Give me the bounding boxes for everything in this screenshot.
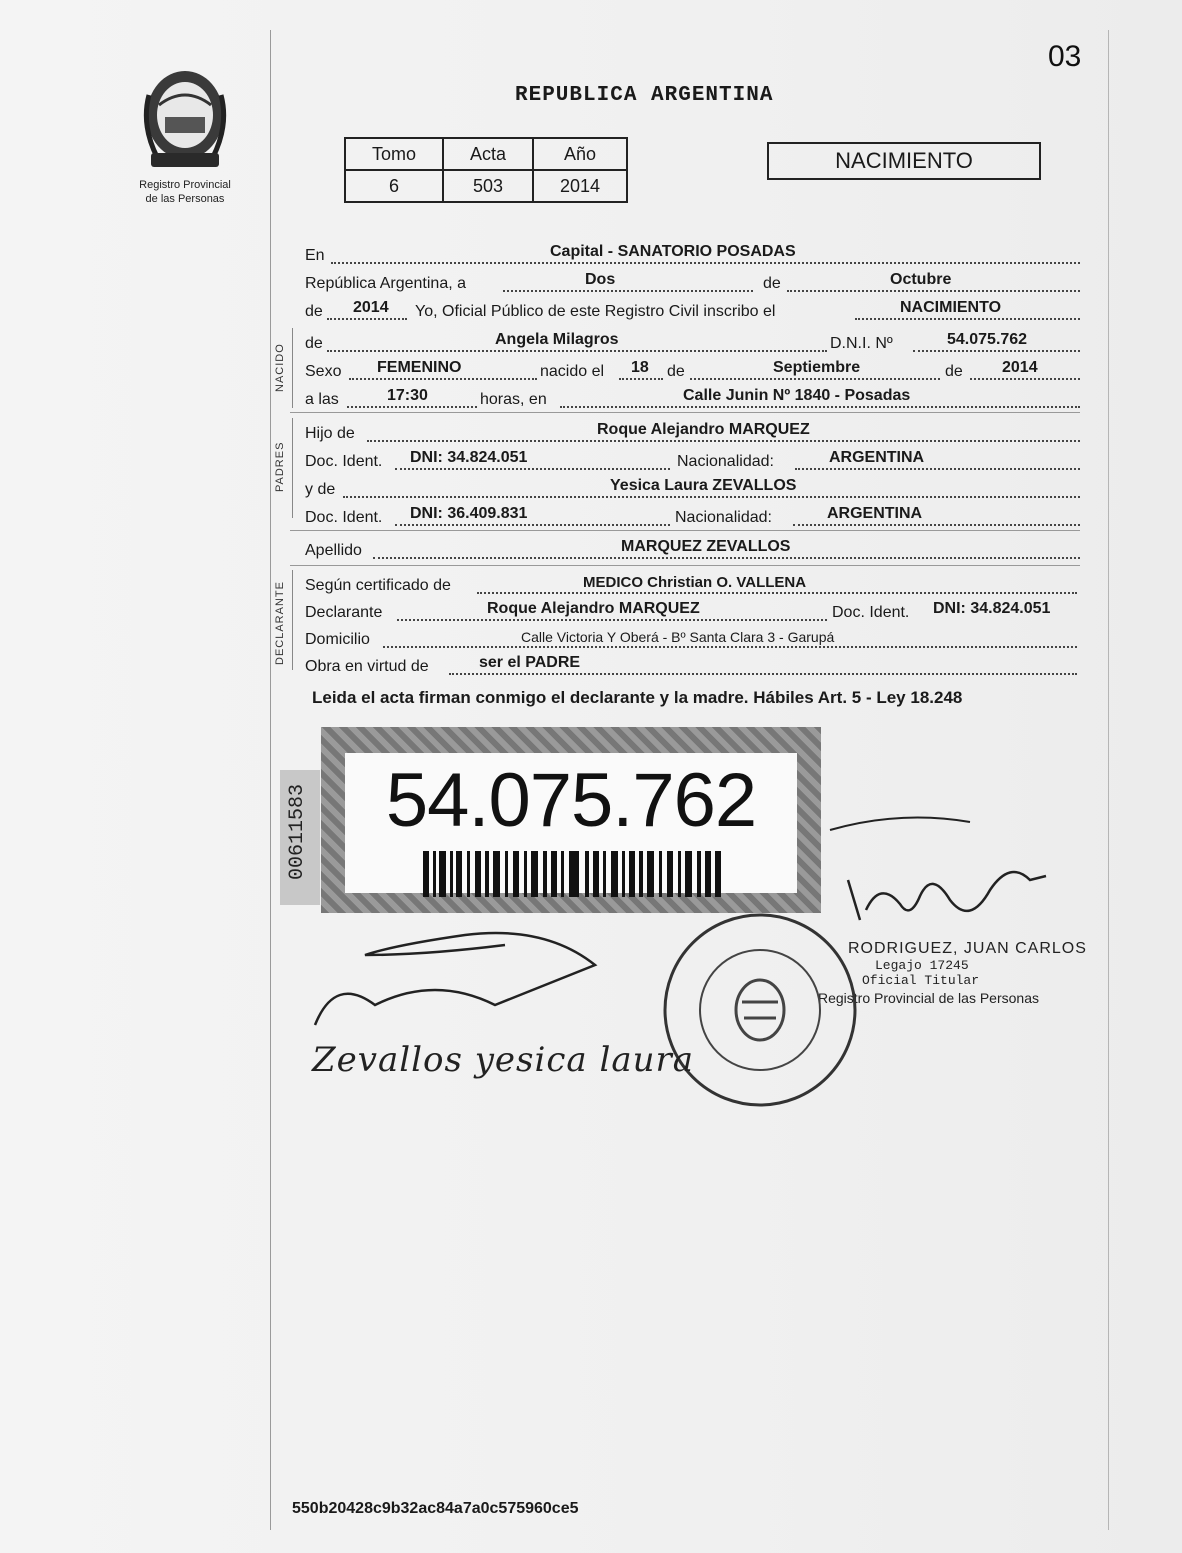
record-table-header-row [345, 138, 627, 170]
label-declarante: Declarante [305, 604, 383, 621]
label-obra: Obra en virtud de [305, 658, 429, 675]
value-tomo: 6 [345, 170, 443, 202]
header-acta: Acta [443, 138, 533, 170]
dotted-line [395, 468, 670, 470]
value-anio-nac: 2014 [1002, 359, 1038, 376]
line-sexo [305, 356, 1080, 384]
dotted-line [560, 406, 1080, 408]
value-obra: ser el PADRE [479, 654, 581, 671]
value-acta: 503 [443, 170, 533, 202]
header-tomo: Tomo [345, 138, 443, 170]
line-declarante [305, 597, 1080, 625]
country-title: REPUBLICA ARGENTINA [515, 84, 774, 107]
dotted-line [349, 378, 537, 380]
line-padre-doc [305, 446, 1080, 474]
dotted-line [913, 350, 1080, 352]
value-lugar-nac: Calle Junin Nº 1840 - Posadas [683, 387, 911, 404]
label-domicilio: Domicilio [305, 631, 370, 648]
section-bracket [292, 570, 293, 670]
line-inscripcion [305, 296, 1080, 324]
province-seal-logo [135, 65, 235, 175]
badge-number: 54.075.762 [385, 758, 757, 843]
legal-footnote: Leida el acta firman conmigo el declarante y la madre. Hábiles Art. 5 - Ley 18.248 [312, 688, 963, 707]
line-lugar [305, 240, 1080, 268]
dotted-line [327, 318, 407, 320]
line-fecha [305, 268, 1080, 296]
value-hora: 17:30 [387, 387, 428, 404]
official-role: Oficial Titular [862, 973, 980, 988]
label-hijo-de: Hijo de [305, 425, 355, 442]
dotted-line [383, 646, 1077, 648]
label-horas-en: horas, en [480, 391, 547, 408]
dotted-line [795, 468, 1080, 470]
dotted-line [619, 378, 663, 380]
record-table-value-row [345, 170, 627, 202]
dotted-line [690, 378, 940, 380]
section-bracket [292, 328, 293, 408]
dotted-line [477, 592, 1077, 594]
dotted-line [793, 524, 1080, 526]
label-doc-ident: Doc. Ident. [305, 509, 383, 526]
dotted-line [367, 440, 1080, 442]
side-label-nacido: NACIDO [274, 343, 286, 392]
value-dia: Dos [585, 271, 616, 288]
section-bracket [292, 418, 293, 518]
value-declarante-dni: DNI: 34.824.051 [933, 600, 1051, 617]
label-doc-ident: Doc. Ident. [305, 453, 383, 470]
value-mes: Octubre [890, 271, 952, 288]
value-madre: Yesica Laura ZEVALLOS [610, 477, 797, 494]
label-nacido-el: nacido el [540, 363, 605, 380]
line-nombre [305, 328, 1080, 356]
section-separator [290, 412, 1080, 413]
label-republica: República Argentina, a [305, 275, 466, 292]
line-madre [305, 474, 1080, 502]
label-en: En [305, 247, 325, 264]
document-hash: 550b20428c9b32ac84a7a0c575960ce5 [292, 1500, 579, 1517]
line-certificado [305, 570, 1080, 598]
value-sexo: FEMENINO [377, 359, 462, 376]
value-apellido: MARQUEZ ZEVALLOS [621, 538, 791, 555]
value-declarante: Roque Alejandro MARQUEZ [487, 600, 700, 617]
value-dni: 54.075.762 [947, 331, 1028, 348]
dotted-line [503, 290, 753, 292]
label-sexo: Sexo [305, 363, 342, 380]
value-madre-nac: ARGENTINA [827, 505, 923, 522]
value-anio: 2014 [533, 170, 627, 202]
dotted-line [970, 378, 1080, 380]
label-doc-ident: Doc. Ident. [832, 604, 910, 621]
official-legajo: Legajo 17245 [875, 958, 969, 973]
badge-label [345, 753, 797, 893]
label-de-name: de [305, 335, 323, 352]
serial-number: 00611583 [286, 783, 309, 880]
barcode-icon [423, 851, 723, 897]
dotted-line [395, 524, 670, 526]
registry-round-stamp [660, 910, 860, 1110]
right-margin-line [1108, 30, 1109, 1530]
value-madre-dni: DNI: 36.409.831 [410, 505, 528, 522]
value-certificado: MEDICO Christian O. VALLENA [583, 574, 807, 591]
official-name: RODRIGUEZ, JUAN CARLOS [848, 940, 1087, 957]
value-padre-dni: DNI: 34.824.051 [410, 449, 528, 466]
value-tipo: NACIMIENTO [900, 299, 1002, 316]
dotted-line [343, 496, 1080, 498]
side-label-declarante: DECLARANTE [274, 581, 286, 665]
line-domicilio [305, 624, 1080, 652]
header-anio: Año [533, 138, 627, 170]
dotted-line [373, 557, 1080, 559]
dotted-line [327, 350, 827, 352]
value-padre-nac: ARGENTINA [829, 449, 925, 466]
dotted-line [449, 673, 1077, 675]
label-nacionalidad: Nacionalidad: [677, 453, 774, 470]
value-domicilio: Calle Victoria Y Oberá - Bº Santa Clara 3 - Garupá [521, 629, 835, 645]
dotted-line [397, 619, 827, 621]
label-de-month: de [667, 363, 685, 380]
label-nacionalidad: Nacionalidad: [675, 509, 772, 526]
label-y-de: y de [305, 481, 336, 498]
dotted-line [331, 262, 1080, 264]
value-lugar: Capital - SANATORIO POSADAS [550, 243, 796, 260]
label-apellido: Apellido [305, 542, 362, 559]
id-number-badge [321, 727, 821, 913]
official-office: Registro Provincial de las Personas [818, 990, 1039, 1006]
dotted-line [855, 318, 1080, 320]
mother-signature: Zevallos yesica laura [312, 1040, 695, 1080]
record-table [344, 137, 628, 203]
declarant-signature [305, 915, 605, 1035]
section-separator [290, 530, 1080, 531]
value-anio: 2014 [353, 299, 389, 316]
label-segun: Según certificado de [305, 577, 451, 594]
page-number: 03 [1048, 40, 1082, 73]
side-label-padres: PADRES [274, 441, 286, 492]
label-de: de [763, 275, 781, 292]
label-de-year2: de [945, 363, 963, 380]
value-dia-nac: 18 [631, 359, 649, 376]
label-de-year: de [305, 303, 323, 320]
value-padre: Roque Alejandro MARQUEZ [597, 421, 810, 438]
dotted-line [787, 290, 1080, 292]
line-obra [305, 651, 1080, 679]
line-padre [305, 418, 1080, 446]
label-a-las: a las [305, 391, 339, 408]
registry-caption: Registro Provincial de las Personas [139, 179, 231, 205]
label-oficial: Yo, Oficial Público de este Registro Civil inscribo el [415, 303, 776, 320]
label-dni: D.N.I. Nº [830, 335, 893, 352]
value-nombre: Angela Milagros [495, 331, 619, 348]
record-type-box: NACIMIENTO [767, 142, 1041, 180]
section-separator [290, 565, 1080, 566]
line-apellido [305, 535, 1080, 563]
left-margin-line [270, 30, 271, 1530]
line-hora [305, 384, 1080, 412]
line-madre-doc [305, 502, 1080, 530]
dotted-line [347, 406, 477, 408]
value-mes-nac: Septiembre [773, 359, 861, 376]
